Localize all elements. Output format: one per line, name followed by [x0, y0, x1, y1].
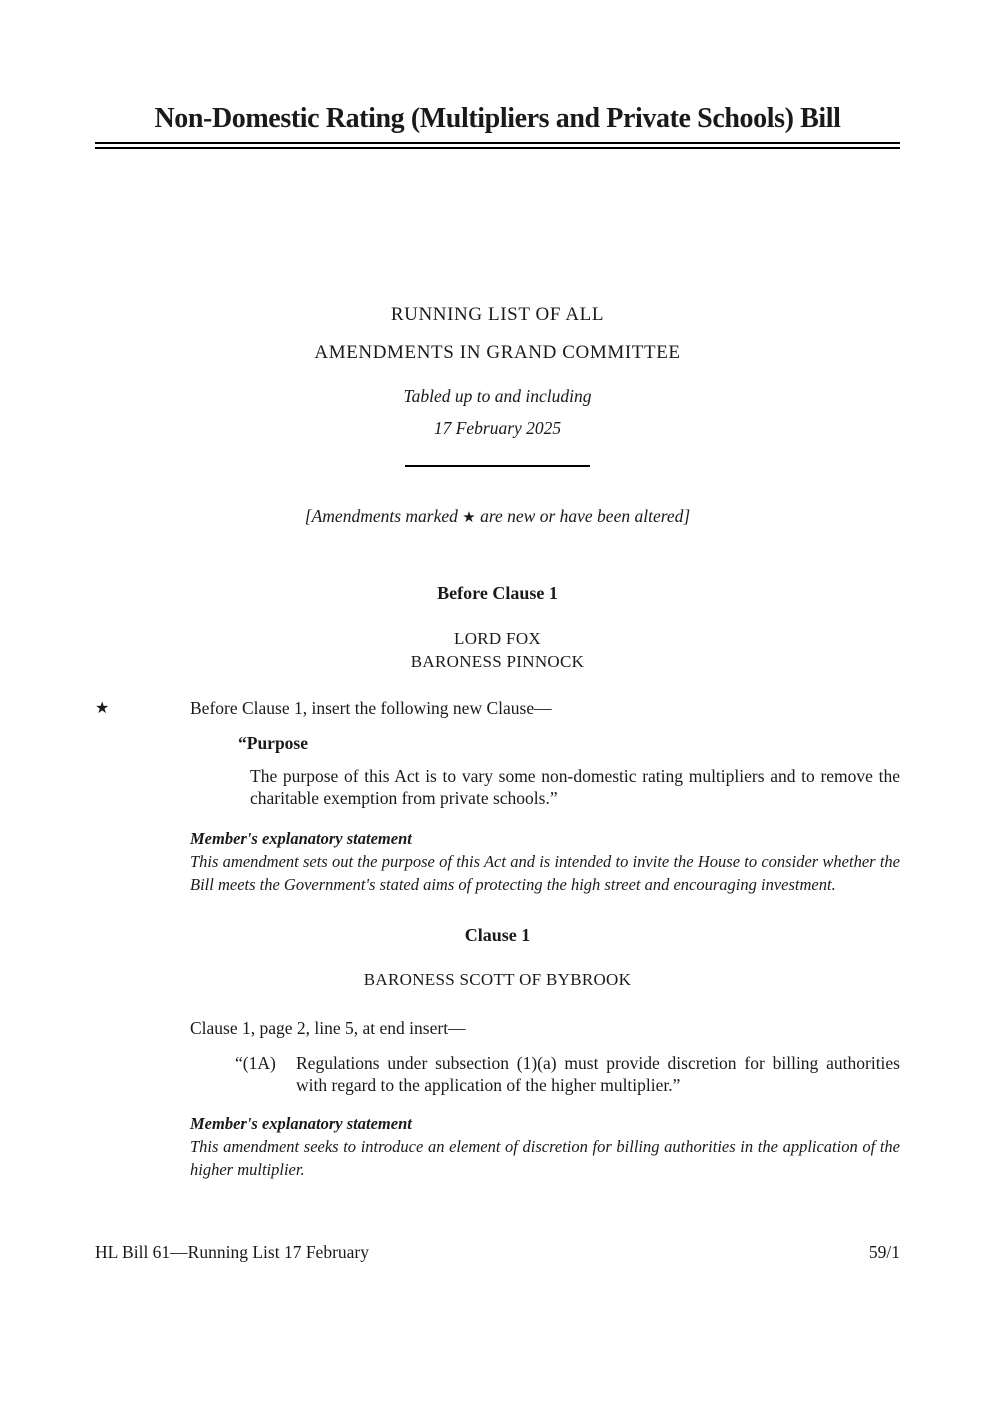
- separator-rule: [405, 465, 590, 467]
- masthead-line-1: RUNNING LIST OF ALL: [390, 304, 605, 325]
- amendment-instruction: [95, 1017, 900, 1039]
- amendment-instruction-text: Before Clause 1, insert the following new Clause—: [190, 698, 552, 718]
- amendment-numbered-item: [235, 1052, 900, 1096]
- page-footer: [95, 1241, 900, 1263]
- sponsor-list: [95, 968, 900, 991]
- masthead-line-2: AMENDMENTS IN GRAND COMMITTEE: [314, 342, 681, 363]
- explanatory-statement-label: Member's explanatory statement: [190, 829, 412, 848]
- section-heading-clause-1: Clause 1: [464, 925, 531, 945]
- amendment-instruction-text: Clause 1, page 2, line 5, at end insert—: [190, 1018, 466, 1038]
- footer-bill-reference: HL Bill 61—Running List 17 February: [95, 1242, 369, 1262]
- explanatory-statement-label: Member's explanatory statement: [190, 1114, 412, 1133]
- sponsor-list: [95, 627, 900, 673]
- subsection-text: Regulations under subsection (1)(a) must provide discretion for billing authorities with regard to the application of the higher multiplier.”: [296, 1053, 900, 1095]
- amendments-marked-notice: [95, 505, 900, 529]
- notice-suffix: are new or have been altered]: [475, 506, 691, 526]
- footer-page-number: 59/1: [868, 1242, 900, 1262]
- amendment-body-text: The purpose of this Act is to vary some non-domestic rating multipliers and to remove the charitable exemption from private schools.”: [250, 766, 900, 808]
- tabled-up-to-line: Tabled up to and including: [403, 386, 592, 406]
- new-amendment-star-icon: ★: [95, 700, 110, 717]
- tabled-date-line: 17 February 2025: [433, 418, 562, 438]
- explanatory-statement-text: This amendment seeks to introduce an element of discretion for billing authorities in the application of the higher multiplier.: [190, 1137, 900, 1179]
- amendment-instruction: [95, 697, 900, 719]
- subsection-marker: “(1A): [235, 1053, 276, 1073]
- bill-title: Non-Domestic Rating (Multipliers and Private Schools) Bill: [95, 102, 900, 149]
- section-heading-before-clause-1: Before Clause 1: [437, 583, 558, 603]
- new-clause-title: “Purpose: [238, 733, 308, 753]
- explanatory-statement-text: This amendment sets out the purpose of this Act and is intended to invite the House to consider whether the Bill meets the Government's stated aims of protecting the high street and encouraging investment.: [190, 852, 900, 894]
- sponsor-name: BARONESS PINNOCK: [410, 652, 585, 671]
- sponsor-name: LORD FOX: [454, 629, 541, 648]
- sponsor-name: BARONESS SCOTT OF BYBROOK: [363, 970, 632, 989]
- notice-prefix: [Amendments marked: [304, 506, 463, 526]
- star-icon: ★: [462, 510, 476, 526]
- document-content: [0, 102, 991, 1263]
